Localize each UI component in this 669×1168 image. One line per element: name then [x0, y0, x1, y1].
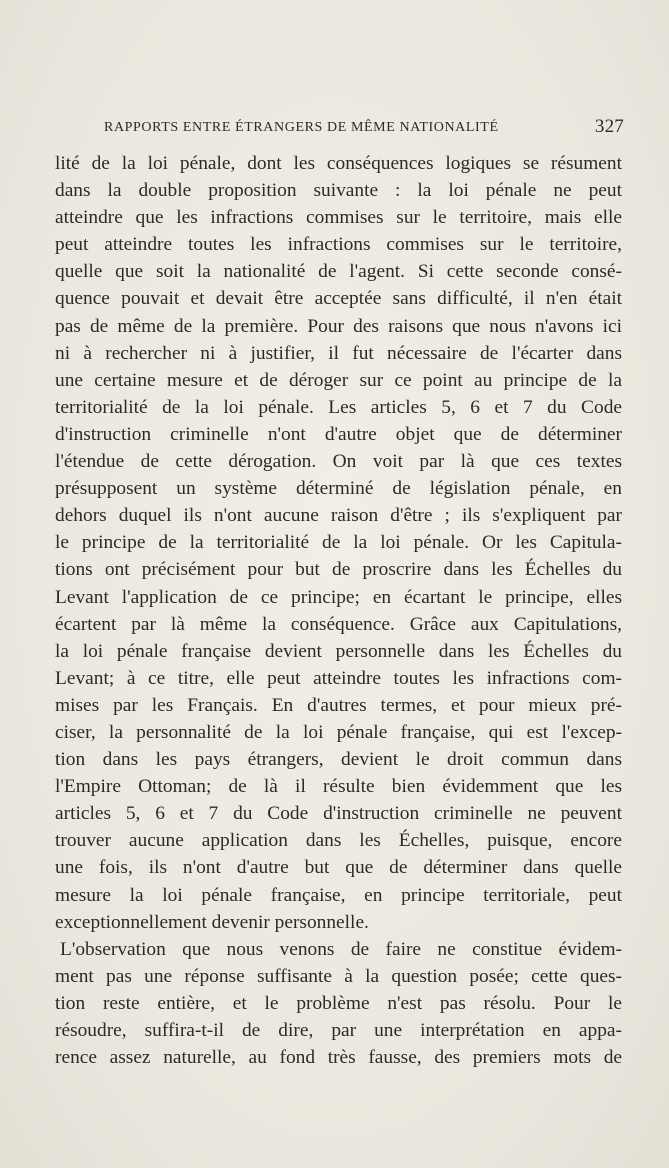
text-line: l'Empire Ottoman; de là il résulte bien évidemment que les	[55, 776, 622, 798]
text-line: une fois, ils n'ont d'autre but que de déterminer dans quelle	[55, 857, 622, 879]
text-line: écartent par là même la conséquence. Grâce aux Capitulations,	[55, 613, 622, 635]
text-line: tion reste entière, et le problème n'est pas résolu. Pour le	[55, 992, 622, 1014]
paragraph-1	[55, 150, 622, 936]
text-line: ciser, la personnalité de la loi pénale française, qui est l'excep-	[55, 721, 622, 743]
text-line: dehors duquel ils n'ont aucune raison d'être ; ils s'expliquent par	[55, 505, 622, 527]
text-line: une certaine mesure et de déroger sur ce point au principe de la	[55, 369, 622, 391]
text-line: quelle que soit la nationalité de l'agent. Si cette seconde consé-	[55, 261, 622, 283]
text-line: Levant; à ce titre, elle peut atteindre toutes les infractions com-	[55, 667, 622, 689]
text-line: l'étendue de cette dérogation. On voit par là que ces textes	[55, 451, 622, 473]
running-title: RAPPORTS ENTRE ÉTRANGERS DE MÊME NATIONALITÉ	[104, 120, 499, 135]
text-line: articles 5, 6 et 7 du Code d'instruction criminelle ne peuvent	[55, 803, 622, 825]
text-line: lité de la loi pénale, dont les conséquences logiques se résument	[55, 153, 622, 174]
text-line: peut atteindre toutes les infractions commises sur le territoire,	[55, 234, 622, 256]
text-line: trouver aucune application dans les Échelles, puisque, encore	[55, 830, 622, 852]
text-line: d'instruction criminelle n'ont d'autre objet que de déterminer	[55, 423, 622, 445]
text-line: Levant l'application de ce principe; en écartant le principe, elles	[55, 586, 622, 608]
body-text	[55, 150, 622, 1071]
text-line: présupposent un système déterminé de législation pénale, en	[55, 478, 622, 500]
text-line: quence pouvait et devait être acceptée sans difficulté, il n'en était	[55, 288, 622, 310]
text-line: le principe de la territorialité de la loi pénale. Or les Capitula-	[55, 532, 622, 554]
text-line: tions ont précisément pour but de proscrire dans les Échelles du	[55, 559, 622, 581]
text-line: résoudre, suffira-t-il de dire, par une interprétation en appa-	[55, 1020, 622, 1041]
text-line: exceptionnellement devenir personnelle.	[55, 911, 369, 933]
text-line: ni à rechercher ni à justifier, il fut nécessaire de l'écarter dans	[55, 342, 622, 364]
running-header	[104, 116, 624, 140]
text-line: tion dans les pays étrangers, devient le droit commun dans	[55, 749, 622, 771]
text-line: dans la double proposition suivante : la loi pénale ne peut	[55, 180, 622, 202]
text-line: pas de même de la première. Pour des raisons que nous n'avons ici	[55, 315, 622, 337]
text-line: L'observation que nous venons de faire ne constitue évidem-	[60, 938, 622, 960]
text-line: atteindre que les infractions commises sur le territoire, mais elle	[55, 207, 622, 229]
page-number: 327	[594, 116, 624, 137]
text-line: rence assez naturelle, au fond très fausse, des premiers mots de	[55, 1047, 622, 1069]
text-line: la loi pénale française devient personnelle dans les Échelles du	[55, 640, 622, 662]
text-line: mises par les Français. En d'autres termes, et pour mieux pré-	[55, 694, 622, 716]
text-line: ment pas une réponse suffisante à la question posée; cette ques-	[55, 965, 622, 987]
text-line: mesure la loi pénale française, en principe territoriale, peut	[55, 884, 622, 906]
text-line: territorialité de la loi pénale. Les articles 5, 6 et 7 du Code	[55, 396, 622, 418]
paragraph-2	[55, 936, 622, 1071]
